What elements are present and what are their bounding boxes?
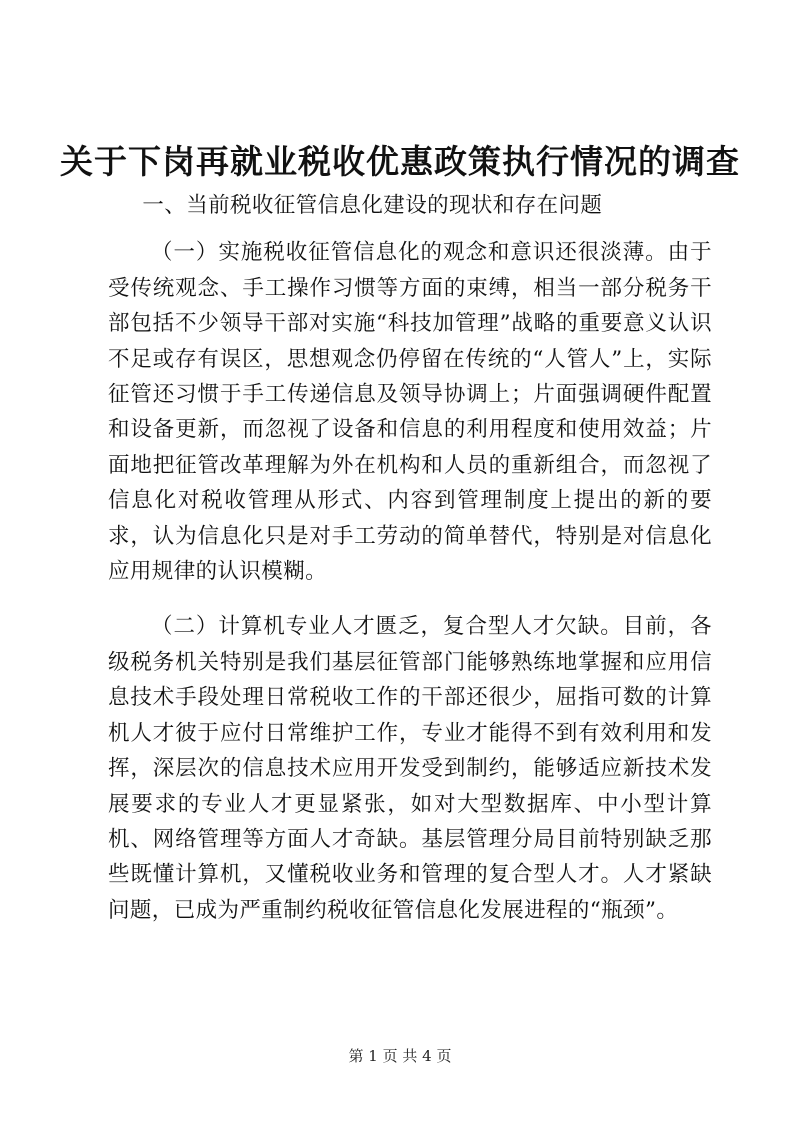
document-body bbox=[108, 188, 712, 928]
paragraph-1: （一）实施税收征管信息化的观念和意识还很淡薄。由于受传统观念、手工操作习惯等方面的束缚，相当一部分税务干部包括不少领导干部对实施“科技加管理”战略的重要意义认识不足或存有误区，思想观念仍停留在传统的“人管人”上，实际征管还习惯于手工传递信息及领导协调上；片面强调硬件配置和设备更新，而忽视了设备和信息的利用程度和使用效益；片面地把征管改革理解为外在机构和人员的重新组合，而忽视了信息化对税收管理从形式、内容到管理制度上提出的新的要求，认为信息化只是对手工劳动的简单替代，特别是对信息化应用规律的认识模糊。 bbox=[108, 240, 712, 585]
page-footer bbox=[0, 1046, 800, 1066]
page-title: 关于下岗再就业税收优惠政策执行情况的调查 bbox=[60, 142, 740, 181]
paragraph-2: （二）计算机专业人才匮乏，复合型人才欠缺。目前，各级税务机关特别是我们基层征管部门能够熟练地掌握和应用信息技术手段处理日常税收工作的干部还很少，屈指可数的计算机人才彼于应付日常维护工作，专业才能得不到有效利用和发挥，深层次的信息技术应用开发受到制约，能够适应新技术发展要求的专业人才更显紧张，如对大型数据库、中小型计算机、网络管理等方面人才奇缺。基层管理分局目前特别缺乏那些既懂计算机，又懂税收业务和管理的复合型人才。人才紧缺问题，已成为严重制约税收征管信息化发展进程的“瓶颈”。 bbox=[108, 614, 712, 923]
page-number: 第 1 页 共 4 页 bbox=[348, 1047, 452, 1065]
section-heading: 一、当前税收征管信息化建设的现状和存在问题 bbox=[142, 193, 603, 218]
